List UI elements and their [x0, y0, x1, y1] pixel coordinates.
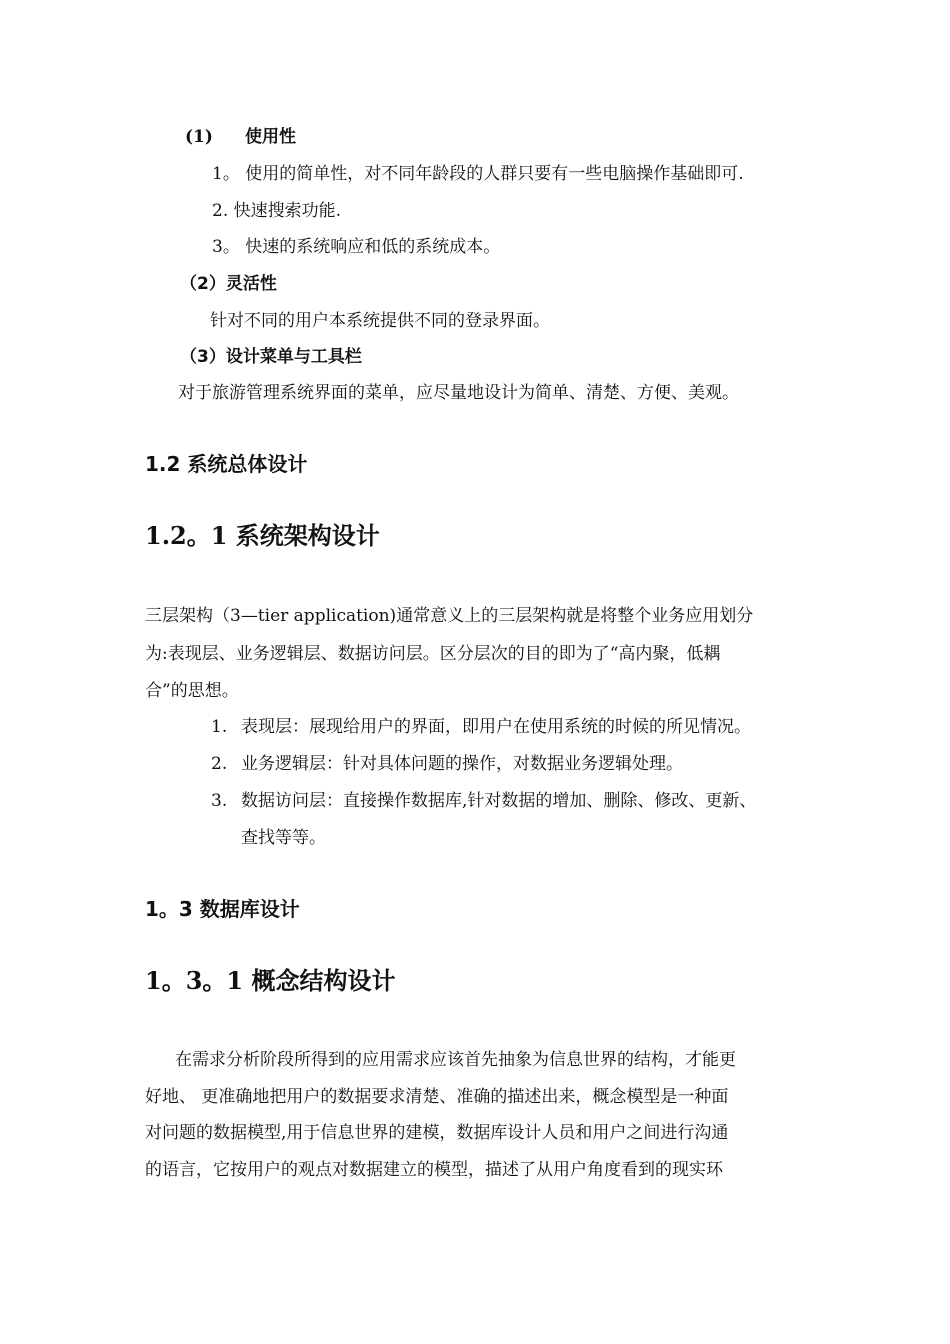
heading-1-3: 1。3 数据库设计	[145, 897, 300, 921]
usability-heading-number: (1)	[185, 127, 213, 147]
list-number: 3.	[211, 791, 228, 811]
usability-item-1: 1。 使用的简单性，对不同年龄段的人群只要有一些电脑操作基础即可.	[212, 164, 744, 184]
list-text-continuation: 查找等等。	[241, 828, 326, 848]
usability-item-2: 2. 快速搜索功能.	[212, 201, 342, 221]
flexibility-heading: （2）灵活性	[180, 274, 277, 294]
arch-list-item	[211, 790, 756, 812]
heading-1-2: 1.2 系统总体设计	[145, 452, 308, 476]
menu-body: 对于旅游管理系统界面的菜单，应尽量地设计为简单、清楚、方便、美观。	[178, 383, 739, 403]
arch-list-item	[211, 716, 751, 738]
list-text: 数据访问层：直接操作数据库,针对数据的增加、删除、修改、更新、	[241, 791, 757, 811]
arch-paragraph-line-3: 合”的思想。	[145, 681, 239, 701]
usability-item-3: 3。 快速的系统响应和低的系统成本。	[212, 237, 501, 257]
arch-list-item	[211, 753, 683, 775]
arch-paragraph-line-2: 为:表现层、业务逻辑层、数据访问层。区分层次的目的即为了“高内聚，低耦	[145, 644, 721, 664]
usability-heading	[185, 126, 296, 148]
concept-paragraph-line-1: 在需求分析阶段所得到的应用需求应该首先抽象为信息世界的结构，才能更	[175, 1050, 736, 1070]
concept-paragraph-line-2: 好地、 更准确地把用户的数据要求清楚、准确的描述出来，概念模型是一种面	[145, 1087, 729, 1107]
list-number: 1.	[211, 717, 228, 737]
menu-heading: （3）设计菜单与工具栏	[180, 347, 362, 367]
flexibility-body: 针对不同的用户本系统提供不同的登录界面。	[210, 311, 550, 331]
heading-1-2-1: 1.2。1 系统架构设计	[145, 521, 380, 550]
usability-heading-text: 使用性	[245, 127, 296, 147]
concept-paragraph-line-4: 的语言，它按用户的观点对数据建立的模型，描述了从用户角度看到的现实环	[145, 1160, 723, 1180]
concept-paragraph-line-3: 对问题的数据模型,用于信息世界的建模，数据库设计人员和用户之间进行沟通	[145, 1123, 729, 1143]
list-text: 业务逻辑层：针对具体问题的操作，对数据业务逻辑处理。	[241, 754, 683, 774]
list-number: 2.	[211, 754, 228, 774]
arch-paragraph-line-1: 三层架构（3—tier application)通常意义上的三层架构就是将整个业务应用划分	[145, 606, 754, 626]
list-text: 表现层：展现给用户的界面，即用户在使用系统的时候的所见情况。	[241, 717, 751, 737]
heading-1-3-1: 1。3。1 概念结构设计	[145, 966, 396, 995]
